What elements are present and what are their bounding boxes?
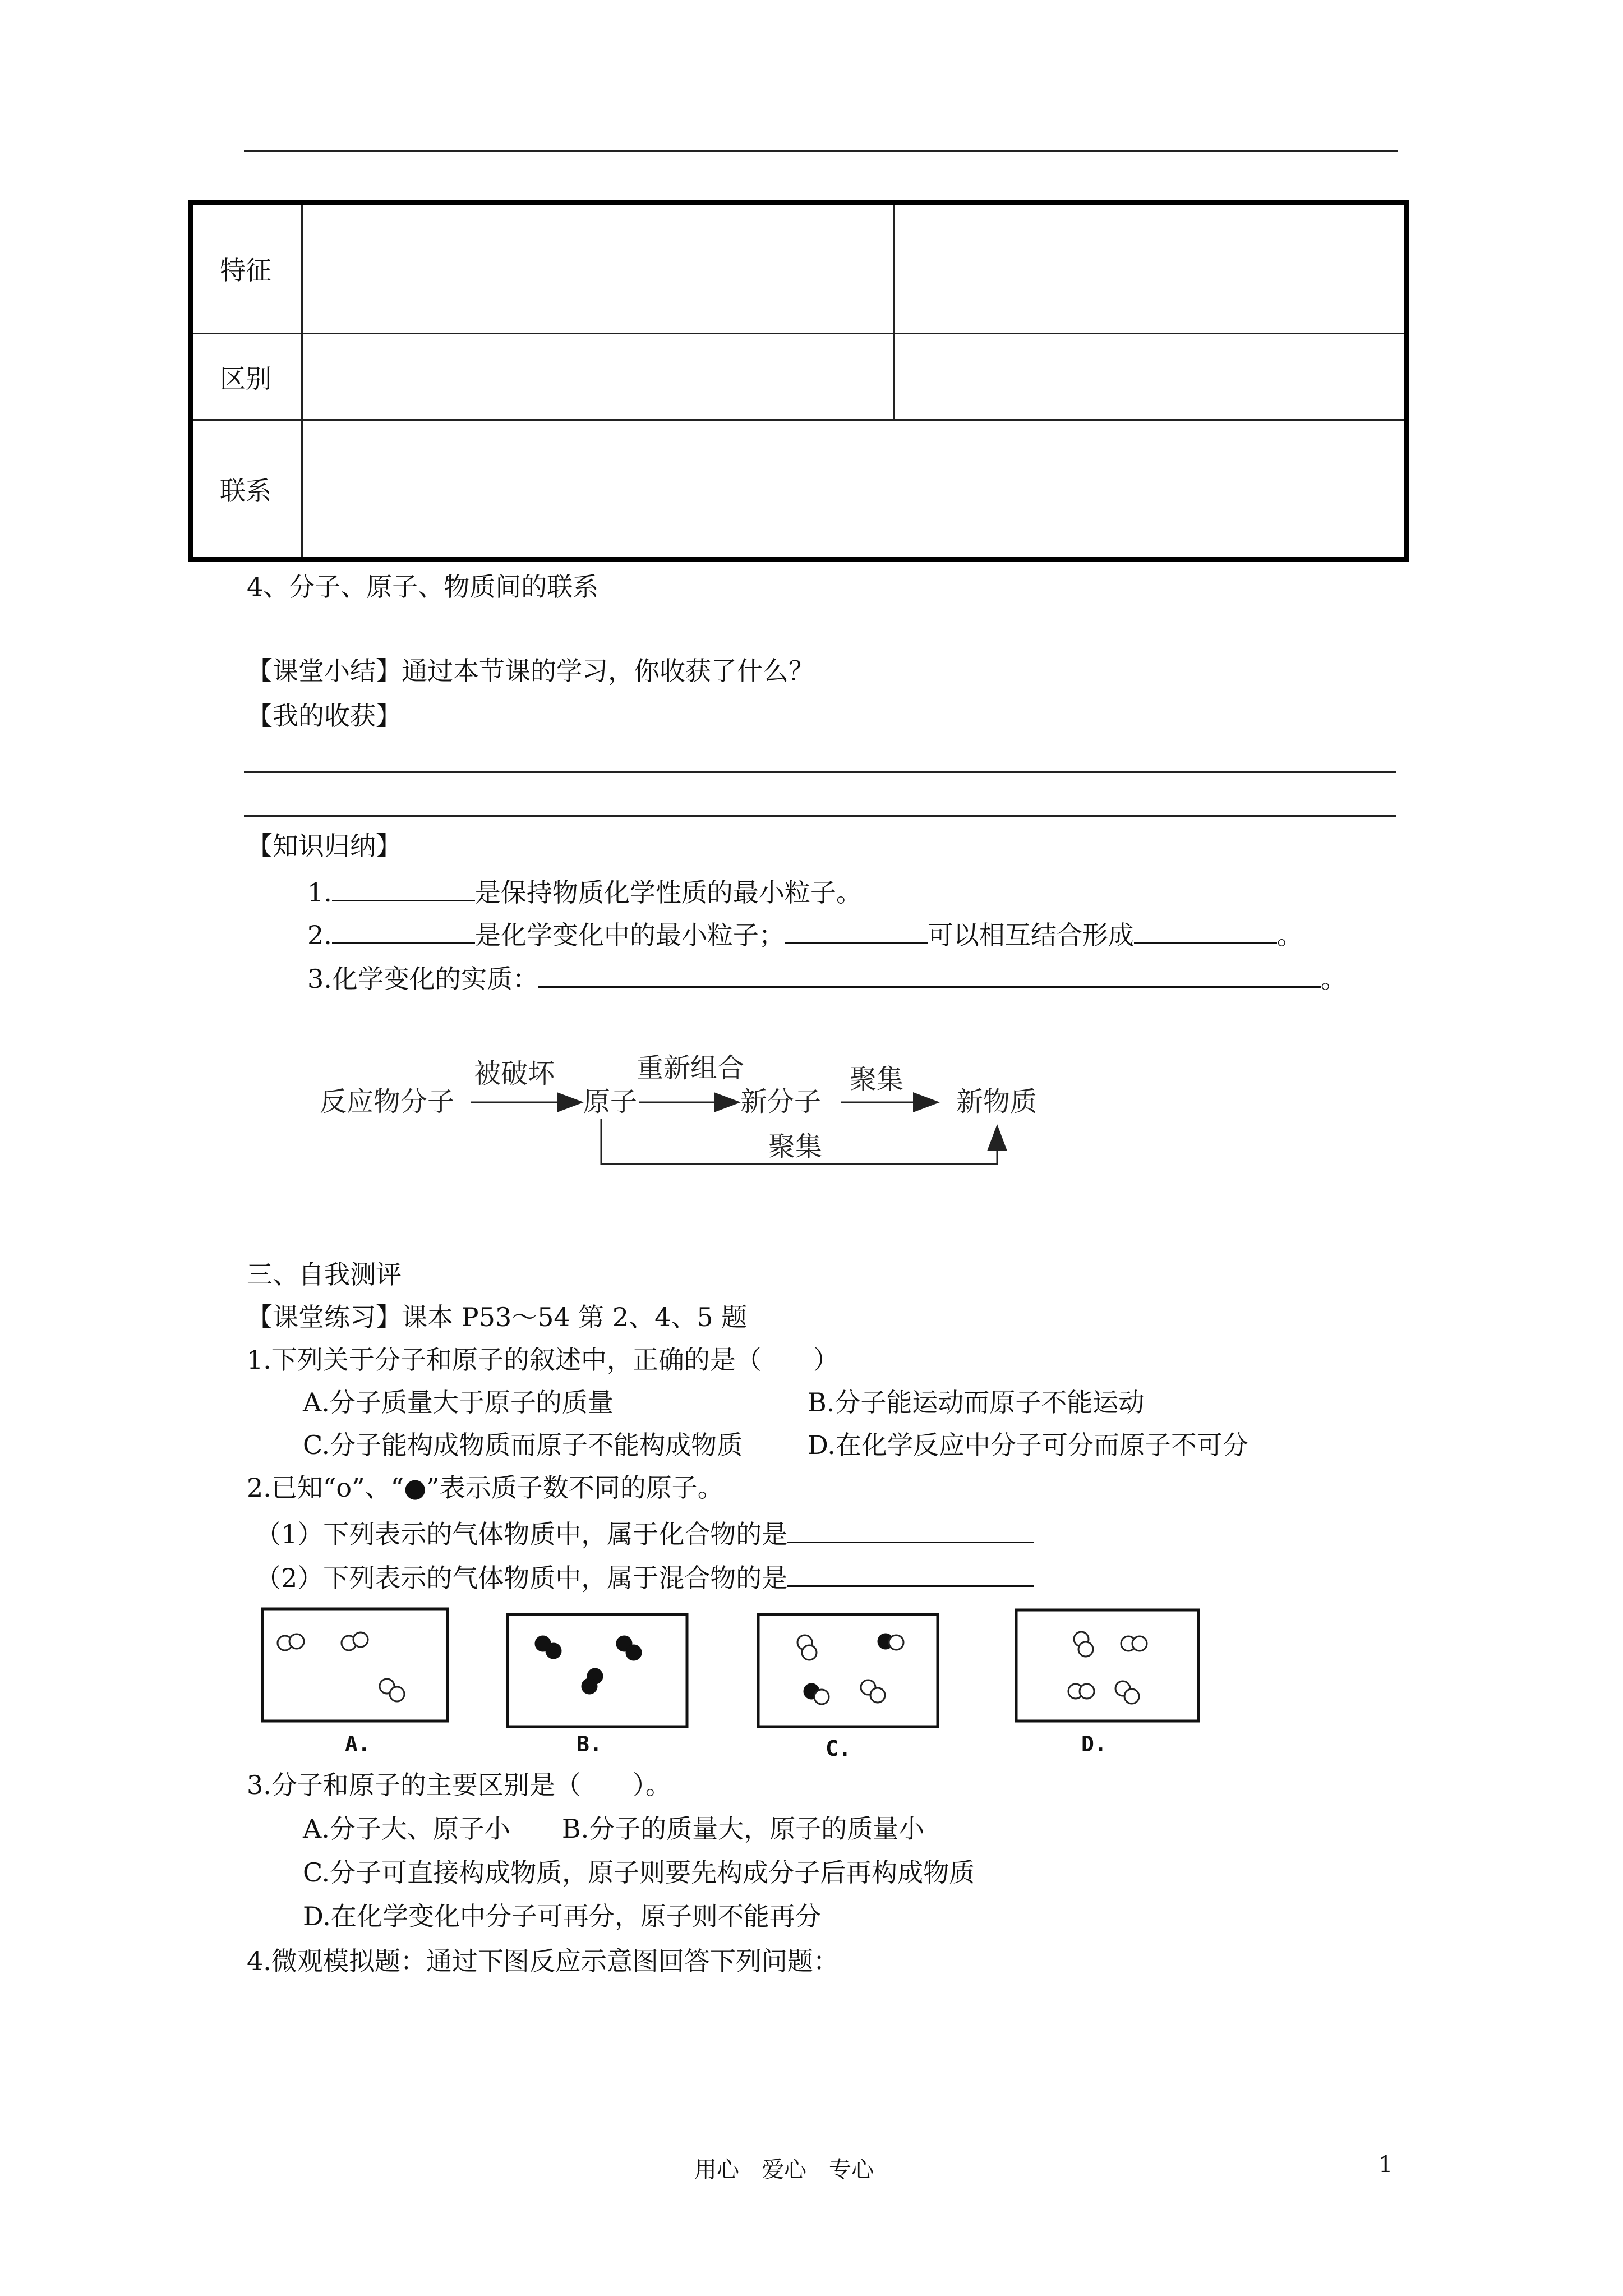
fill-blank[interactable]: [785, 917, 928, 944]
question-2-part-2: （2）下列表示的气体物质中，属于混合物的是: [255, 1559, 1034, 1595]
flow-node-atom: 原子: [583, 1086, 638, 1117]
question-1: 1.下列关于分子和原子的叙述中，正确的是（ ）: [247, 1345, 839, 1375]
cell-relation: [302, 420, 1407, 560]
knowledge-heading: 【知识归纳】: [247, 831, 402, 861]
fill-blank[interactable]: [1134, 917, 1277, 944]
practice-line: 【课堂练习】课本 P53～54 第 2、4、5 题: [247, 1302, 748, 1332]
cell-difference-atom: [895, 334, 1407, 420]
question-3: 3.分子和原子的主要区别是（ ）。: [247, 1770, 671, 1800]
question-2: 2.已知“o”、“●”表示质子数不同的原子。: [247, 1473, 723, 1503]
q1-option-c: C.分子能构成物质而原子不能构成物质: [303, 1430, 743, 1460]
flow-bypass-label-gather: 聚集: [768, 1131, 823, 1162]
flow-node-new-substance: 新物质: [956, 1086, 1038, 1117]
cell-features-molecule: [302, 203, 895, 334]
summary-prompt: 【课堂小结】通过本节课的学习，你收获了什么？: [247, 656, 814, 686]
fill-blank[interactable]: [787, 1559, 1034, 1587]
harvest-heading: 【我的收获】: [247, 701, 402, 731]
flow-arrow-label-gather: 聚集: [850, 1064, 904, 1095]
row-label-difference: 区别: [191, 334, 302, 420]
fill-blank[interactable]: [538, 960, 1321, 988]
flow-node-reactant-molecule: 反应物分子: [320, 1086, 455, 1117]
question-4: 4.微观模拟题：通过下图反应示意图回答下列问题：: [247, 1946, 839, 1976]
box-c: [758, 1614, 938, 1761]
q1-option-a: A.分子质量大于原子的质量: [303, 1387, 614, 1418]
q3-option-c: C.分子可直接构成物质，原子则要先构成分子后再构成物质: [303, 1857, 975, 1888]
flow-arrow-label-recombine: 重新组合: [637, 1052, 745, 1084]
q1-option-d: D.在化学反应中分子可分而原子不可分: [808, 1430, 1248, 1460]
section-4-heading: 4、分子、原子、物质间的联系: [247, 572, 599, 602]
box-a: [262, 1609, 448, 1756]
comparison-table: [188, 200, 1409, 562]
reaction-flow-diagram: [303, 1043, 1099, 1189]
q1-option-b: B.分子能运动而原子不能运动: [808, 1387, 1145, 1418]
knowledge-item-1: 1. 是保持物质化学性质的最小粒子。: [307, 874, 862, 909]
footer-slogan: 用心 爱心 专心: [694, 2157, 874, 2183]
flow-node-new-molecule: 新分子: [740, 1086, 822, 1117]
cell-difference-molecule: [302, 334, 895, 420]
cell-features-atom: [895, 203, 1407, 334]
knowledge-item-3: 3.化学变化的实质： 。: [307, 960, 1347, 996]
row-label-features: 特征: [191, 203, 302, 334]
self-test-heading: 三、自我测评: [247, 1259, 402, 1290]
flow-arrow-label-destroyed: 被破坏: [474, 1058, 555, 1089]
header-rule: [244, 150, 1398, 152]
q3-option-ab: A.分子大、原子小 B.分子的质量大，原子的质量小: [303, 1814, 925, 1844]
fill-blank[interactable]: [332, 874, 475, 901]
row-label-relation: 联系: [191, 420, 302, 560]
question-2-part-1: （1）下列表示的气体物质中，属于化合物的是: [255, 1516, 1034, 1551]
box-b-label: B.: [577, 1732, 602, 1756]
page-number: 1: [1378, 2152, 1393, 2178]
particle-boxes-figure: [252, 1604, 1206, 1767]
fill-blank[interactable]: [332, 917, 475, 944]
knowledge-item-2: 2. 是化学变化中的最小粒子； 可以相互结合形成 。: [307, 917, 1303, 952]
box-b: [508, 1614, 687, 1756]
answer-line-2: [244, 815, 1396, 817]
box-d: [1016, 1610, 1198, 1756]
q3-option-d: D.在化学变化中分子可再分，原子则不能再分: [303, 1901, 821, 1931]
box-d-label: D.: [1081, 1732, 1107, 1756]
fill-blank[interactable]: [787, 1516, 1034, 1543]
box-c-label: C.: [826, 1736, 851, 1761]
box-a-label: A.: [345, 1732, 371, 1756]
answer-line-1: [244, 771, 1396, 773]
